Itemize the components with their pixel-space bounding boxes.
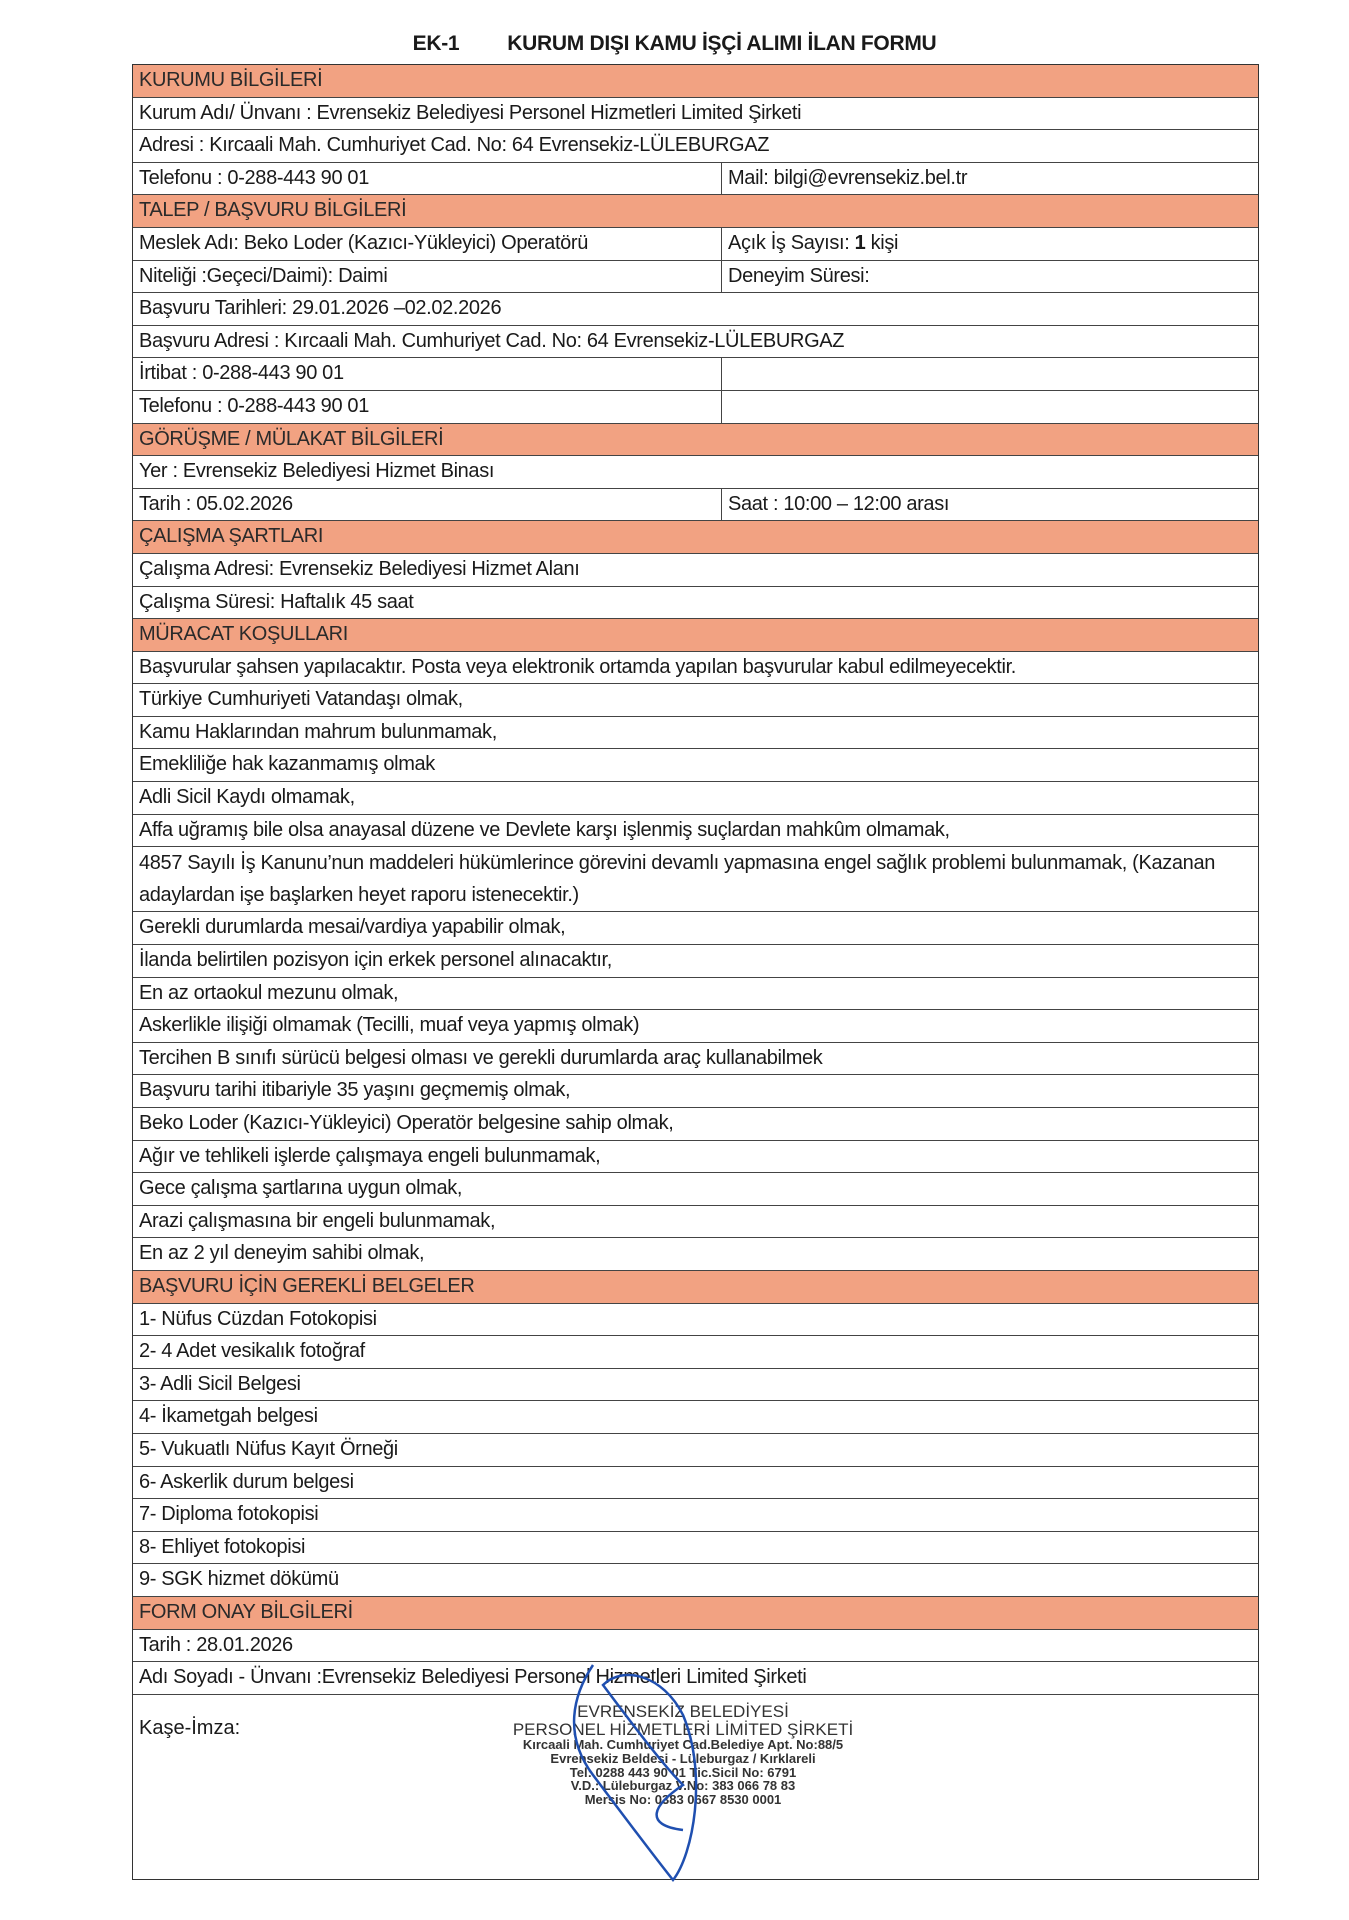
form-cell: Başvurular şahsen yapılacaktır. Posta veya elektronik ortamda yapılan başvurular kabul edilmeyecektir.: [139, 655, 1016, 678]
stamp-line: Evrensekiz Beldesi - Lüleburgaz / Kırklareli: [550, 1751, 816, 1767]
form-cell: Affa uğramış bile olsa anayasal düzene ve Devlete karşı işlenmiş suçlardan mahkûm olmamak,: [139, 818, 950, 841]
form-row: [133, 717, 1258, 750]
section-title: BAŞVURU İÇİN GEREKLİ BELGELER: [139, 1274, 475, 1297]
form-cell: Emekliliğe hak kazanmamış olmak: [139, 753, 435, 776]
section-title: MÜRACAT KOŞULLARI: [139, 623, 348, 646]
form-row: [133, 1434, 1258, 1467]
form-cell: Başvuru Tarihleri: 29.01.2026 –02.02.2026: [139, 297, 502, 320]
form-cell: Niteliği :Geçeci/Daimi): Daimi: [133, 261, 722, 293]
form-row: [133, 163, 1258, 196]
form-row: [133, 912, 1258, 945]
form-row: [133, 945, 1258, 978]
form-row: [133, 652, 1258, 685]
form-cell: En az ortaokul mezunu olmak,: [139, 981, 399, 1004]
form-cell: Askerlikle ilişiği olmamak (Tecilli, muaf veya yapmış olmak): [139, 1014, 640, 1037]
form-row: [133, 1173, 1258, 1206]
form-cell: Adli Sicil Kaydı olmamak,: [139, 786, 355, 809]
form-row: [133, 1043, 1258, 1076]
form-cell: Çalışma Adresi: Evrensekiz Belediyesi Hizmet Alanı: [139, 557, 580, 580]
form-cell: Telefonu : 0-288-443 90 01: [133, 163, 722, 195]
signature-block: [133, 1695, 1258, 1879]
section-header: [133, 1597, 1258, 1630]
signature-stroke: [574, 1665, 696, 1880]
section-title: KURUMU BİLGİLERİ: [139, 69, 323, 91]
stamp-line: Tel: 0288 443 90 01 Tic.Sicil No: 6791: [569, 1764, 797, 1780]
form-cell: Kamu Haklarından mahrum bulunmamak,: [139, 720, 497, 743]
announcement-form-table: [132, 64, 1259, 1880]
form-row: [133, 1401, 1258, 1434]
form-row: [133, 228, 1258, 261]
form-cell: 6- Askerlik durum belgesi: [139, 1470, 354, 1493]
form-cell: Adı Soyadı - Ünvanı :Evrensekiz Belediyesi Personel Hizmetleri Limited Şirketi: [139, 1666, 807, 1689]
form-row: [133, 1369, 1258, 1402]
form-cell: Yer : Evrensekiz Belediyesi Hizmet Binası: [139, 460, 495, 483]
form-row: [133, 1010, 1258, 1043]
stamp-line: EVRENSEKİZ BELEDİYESİ: [577, 1701, 789, 1721]
form-cell: 8- Ehliyet fotokopisi: [139, 1535, 306, 1558]
form-cell: 5- Vukuatlı Nüfus Kayıt Örneği: [139, 1437, 398, 1460]
stamp-signature-label: Kaşe-İmza:: [139, 1716, 241, 1739]
annex-code: EK-1: [412, 32, 460, 55]
form-row: [133, 1467, 1258, 1500]
form-row: [133, 554, 1258, 587]
form-row: [133, 847, 1258, 912]
form-cell: 1- Nüfus Cüzdan Fotokopisi: [139, 1307, 377, 1330]
section-title: ÇALIŞMA ŞARTLARI: [139, 525, 324, 548]
form-cell: 4857 Sayılı İş Kanunu’nun maddeleri hükümlerince görevini devamlı yapmasına engel sağlık problemi bulunmamak, (Kazanan adaylardan işe başlarken heyet raporu istenecektir.): [139, 852, 1215, 907]
form-cell: Arazi çalışmasına bir engeli bulunmamak,: [139, 1209, 496, 1232]
form-cell: Tercihen B sınıfı sürücü belgesi olması ve gerekli durumlarda araç kullanabilmek: [139, 1046, 823, 1069]
form-cell: Çalışma Süresi: Haftalık 45 saat: [139, 590, 414, 613]
form-row: [133, 326, 1258, 359]
form-cell: Ağır ve tehlikeli işlerde çalışmaya engeli bulunmamak,: [139, 1144, 601, 1167]
form-row: [133, 391, 1258, 424]
form-cell: Türkiye Cumhuriyeti Vatandaşı olmak,: [139, 688, 463, 711]
form-cell: 7- Diploma fotokopisi: [139, 1503, 319, 1526]
form-cell: En az 2 yıl deneyim sahibi olmak,: [139, 1242, 425, 1265]
form-row: [133, 1075, 1258, 1108]
form-cell: Tarih : 28.01.2026: [139, 1633, 293, 1656]
form-row: [133, 1206, 1258, 1239]
open-positions-count: 1: [854, 231, 866, 254]
form-cell: 9- SGK hizmet dökümü: [139, 1568, 339, 1591]
form-cell: Gerekli durumlarda mesai/vardiya yapabilir olmak,: [139, 916, 566, 939]
form-row: [133, 1532, 1258, 1565]
form-row: [133, 98, 1258, 131]
form-cell: Saat : 10:00 – 12:00 arası: [728, 492, 950, 515]
form-cell: 4- İkametgah belgesi: [139, 1405, 318, 1428]
form-cell: Telefonu : 0-288-443 90 01: [133, 391, 722, 423]
form-row: [133, 1304, 1258, 1337]
section-title: GÖRÜŞME / MÜLAKAT BİLGİLERİ: [139, 427, 444, 450]
stamp-line: PERSONEL HİZMETLERİ LİMİTED ŞİRKETİ: [512, 1719, 854, 1739]
handwritten-signature: [533, 1655, 733, 1895]
form-cell: Başvuru Adresi : Kırcaali Mah. Cumhuriyet Cad. No: 64 Evrensekiz-LÜLEBURGAZ: [139, 329, 845, 352]
form-cell: Gece çalışma şartlarına uygun olmak,: [139, 1177, 463, 1200]
form-cell: Adresi : Kırcaali Mah. Cumhuriyet Cad. No: 64 Evrensekiz-LÜLEBURGAZ: [139, 134, 770, 157]
section-header: [133, 1271, 1258, 1304]
form-row: [133, 782, 1258, 815]
form-cell: Tarih : 05.02.2026: [133, 489, 722, 521]
form-cell: Açık İş Sayısı: 1 kişi: [728, 231, 899, 254]
form-row: [133, 1141, 1258, 1174]
stamp-line: Kırcaali Mah. Cumhuriyet Cad.Belediye Apt. No:88/5: [522, 1737, 844, 1753]
form-row: [133, 684, 1258, 717]
form-row: [133, 587, 1258, 620]
section-header: [133, 521, 1258, 554]
form-row: [133, 1336, 1258, 1369]
form-cell: Mail: bilgi@evrensekiz.bel.tr: [728, 166, 968, 189]
form-row: [133, 130, 1258, 163]
form-row: [133, 261, 1258, 294]
form-cell: Kurum Adı/ Ünvanı : Evrensekiz Belediyesi Personel Hizmetleri Limited Şirketi: [139, 101, 802, 124]
section-header: [133, 619, 1258, 652]
form-title-text: KURUM DIŞI KAMU İŞÇİ ALIMI İLAN FORMU: [507, 32, 937, 55]
form-cell: [722, 391, 1258, 423]
form-cell: Meslek Adı: Beko Loder (Kazıcı-Yükleyici) Operatörü: [133, 228, 722, 260]
section-header: [133, 65, 1258, 98]
stamp-line: Mersis No: 0383 0667 8530 0001: [584, 1791, 782, 1807]
form-cell: 2- 4 Adet vesikalık fotoğraf: [139, 1340, 365, 1363]
form-row: [133, 978, 1258, 1011]
form-cell: İlanda belirtilen pozisyon için erkek personel alınacaktır,: [139, 949, 612, 972]
form-row: [133, 293, 1258, 326]
form-title: [0, 32, 1349, 56]
form-cell: [722, 358, 1258, 390]
form-row: [133, 815, 1258, 848]
form-row: [133, 489, 1258, 522]
section-header: [133, 424, 1258, 457]
form-row: [133, 1564, 1258, 1597]
form-cell: Beko Loder (Kazıcı-Yükleyici) Operatör belgesine sahip olmak,: [139, 1112, 674, 1134]
form-row: [133, 456, 1258, 489]
form-row: [133, 1499, 1258, 1532]
form-row: [133, 1108, 1258, 1141]
form-row: [133, 749, 1258, 782]
section-title: FORM ONAY BİLGİLERİ: [139, 1600, 353, 1623]
section-title: TALEP / BAŞVURU BİLGİLERİ: [139, 199, 407, 222]
form-cell: İrtibat : 0-288-443 90 01: [133, 358, 722, 390]
form-cell: Başvuru tarihi itibariyle 35 yaşını geçmemiş olmak,: [139, 1079, 571, 1102]
section-header: [133, 195, 1258, 228]
stamp-line: V.D.: Lüleburgaz V.No: 383 066 78 83: [570, 1778, 796, 1794]
form-cell: Deneyim Süresi:: [728, 264, 870, 287]
form-row: [133, 358, 1258, 391]
form-row: [133, 1238, 1258, 1271]
form-cell: 3- Adli Sicil Belgesi: [139, 1372, 301, 1395]
